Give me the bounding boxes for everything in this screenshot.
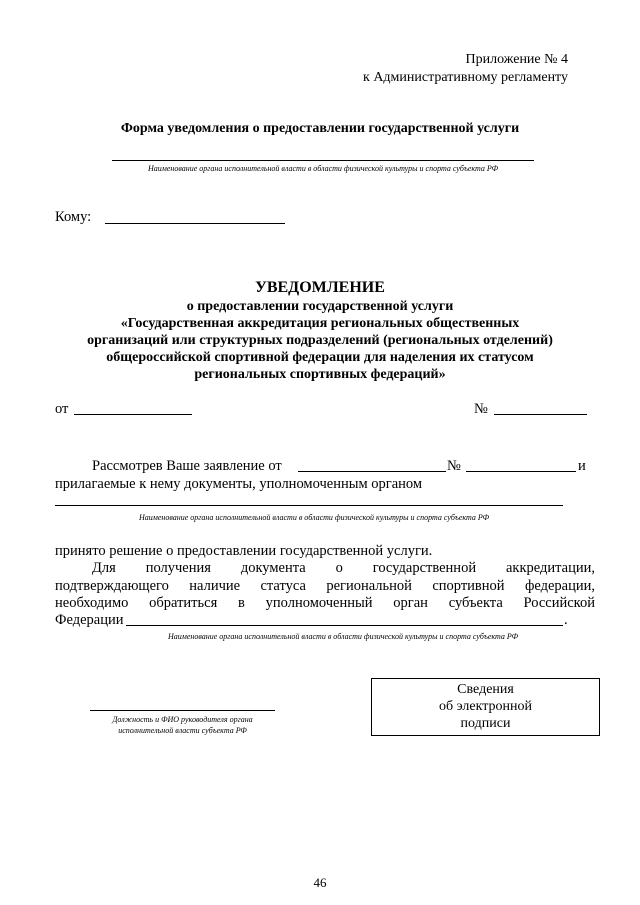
- authorized-organ-caption: Наименование органа исполнительной власти в области физической культуры и спорта субъекта РФ: [138, 513, 490, 522]
- signature-line: [90, 710, 275, 711]
- signature-caption-line-1: Должность и ФИО руководителя органа: [112, 715, 253, 724]
- to-line: [105, 223, 285, 224]
- subject-organ-line: [126, 625, 563, 626]
- decision-text: принято решение о предоставлении государственной услуги.: [55, 543, 433, 559]
- signature-caption: [60, 714, 305, 736]
- number-label: №: [474, 401, 488, 417]
- notice-line-4: общероссийской спортивной федерации для наделения их статусом: [106, 350, 534, 365]
- attached-docs-text: прилагаемые к нему документы, уполномоченным органом: [55, 476, 423, 492]
- appendix-header: [363, 51, 568, 87]
- review-text: Рассмотрев Ваше заявление от: [92, 458, 282, 474]
- organ-name-line: [112, 160, 534, 161]
- application-date-line: [298, 471, 446, 472]
- form-title: Форма уведомления о предоставлении государственной услуги: [120, 121, 520, 136]
- review-and: и: [578, 458, 586, 474]
- from-label: от: [55, 401, 69, 417]
- notice-line-3: организаций или структурных подразделений (региональных отделений): [87, 333, 553, 348]
- to-label: Кому:: [55, 209, 92, 225]
- signature-caption-line-2: исполнительной власти субъекта РФ: [118, 726, 247, 735]
- sign-box-line-1: Сведения: [457, 682, 514, 697]
- notice-line-2: «Государственная аккредитация региональных общественных: [120, 316, 520, 331]
- appendix-reference: к Административному регламенту: [363, 70, 568, 85]
- instruction-line-4: Федерации: [55, 612, 124, 628]
- sign-box-line-2: об электронной: [439, 699, 532, 714]
- page-number: 46: [313, 875, 327, 890]
- appendix-number: Приложение № 4: [465, 52, 568, 67]
- authorized-organ-line: [55, 505, 563, 506]
- sign-box-line-3: подписи: [460, 716, 511, 731]
- instruction-line-2: подтверждающего наличие статуса региональной спортивной федерации,: [55, 578, 595, 594]
- instruction-end: .: [564, 612, 568, 628]
- notice-line-5: региональных спортивных федераций»: [194, 367, 446, 382]
- application-number-label: №: [447, 458, 461, 474]
- number-line: [494, 414, 587, 415]
- electronic-signature-box: [371, 678, 600, 736]
- notice-line-1: о предоставлении государственной услуги: [186, 299, 454, 314]
- application-number-line: [466, 471, 576, 472]
- subject-organ-caption: Наименование органа исполнительной власти в области физической культуры и спорта субъекта РФ: [167, 632, 519, 641]
- organ-name-caption: Наименование органа исполнительной власти в области физической культуры и спорта субъекта РФ: [147, 164, 499, 173]
- notice-title: УВЕДОМЛЕНИЕ: [255, 279, 385, 296]
- from-date-line: [74, 414, 192, 415]
- instruction-line-1: Для получения документа о государственной аккредитации,: [92, 560, 595, 576]
- instruction-line-3: необходимо обратиться в уполномоченный орган субъекта Российской: [55, 595, 595, 611]
